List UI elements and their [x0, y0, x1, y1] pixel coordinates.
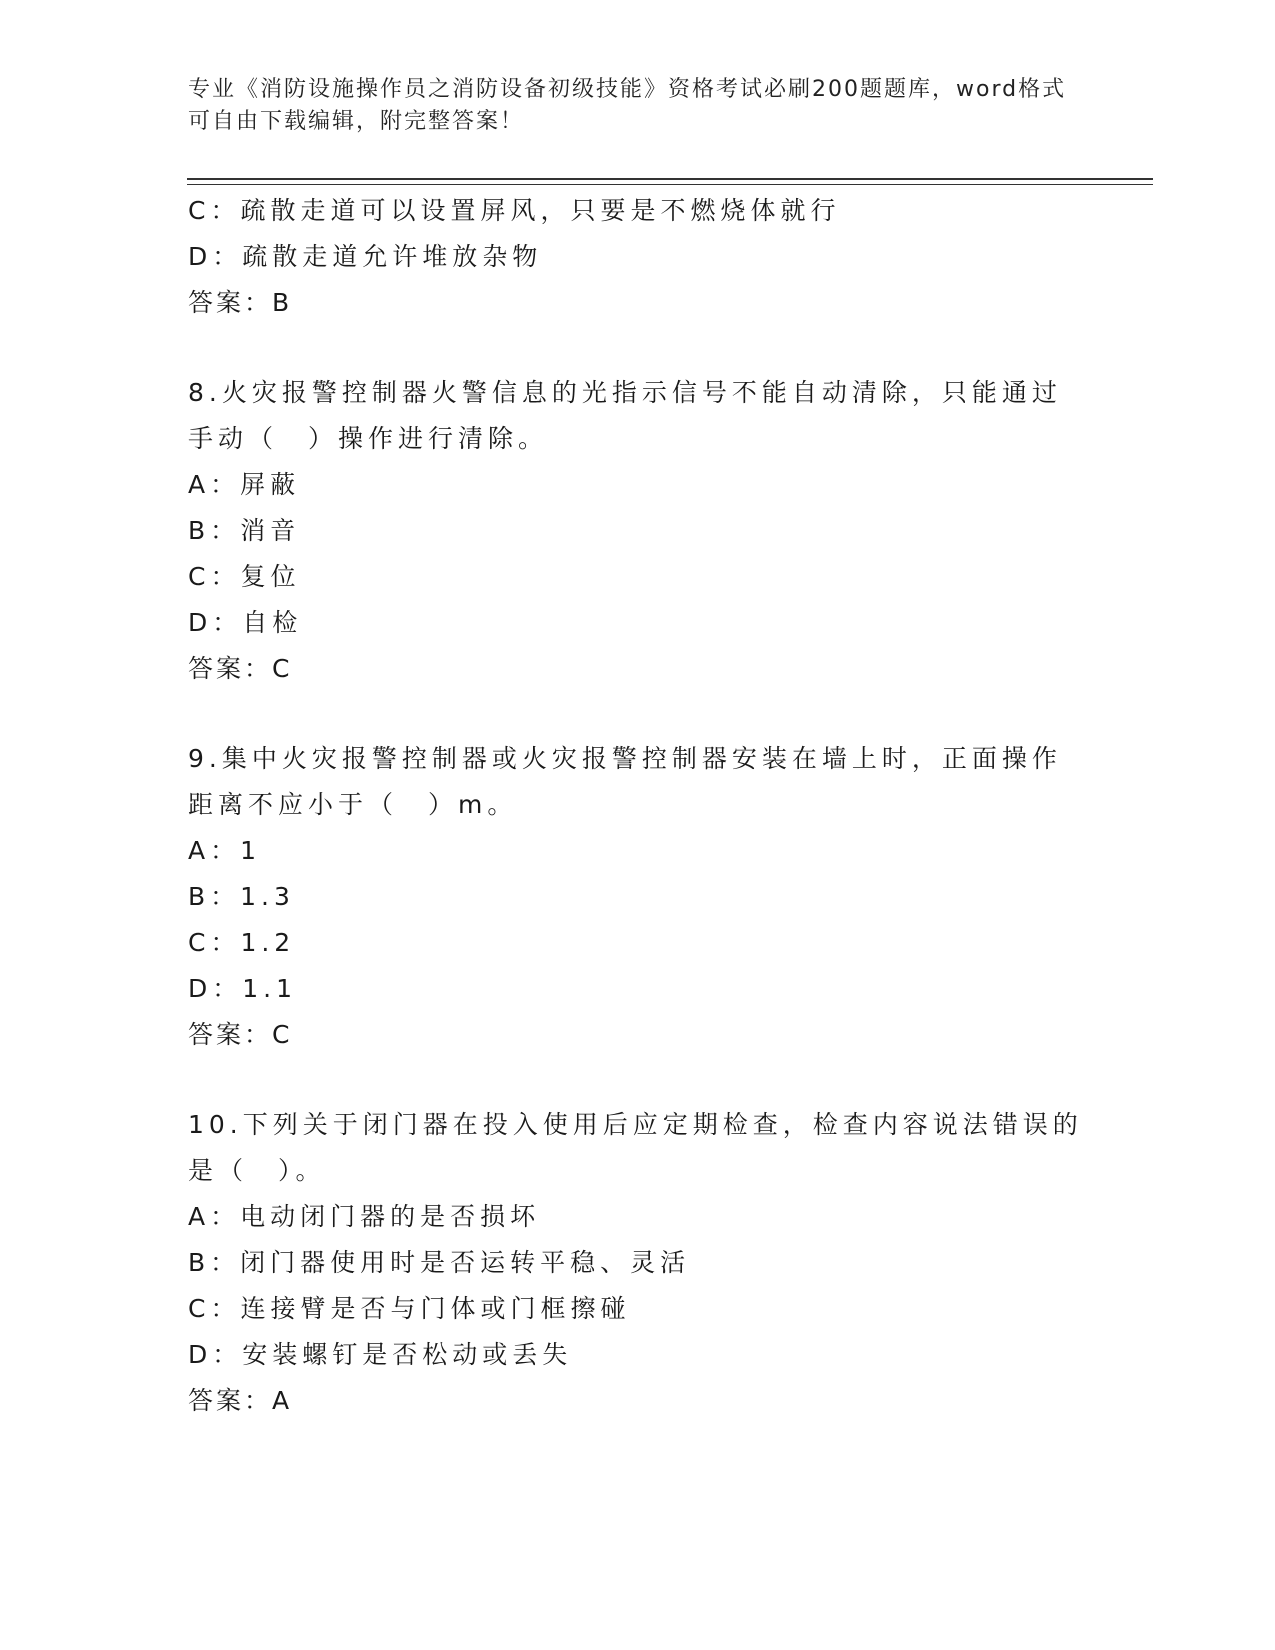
option-c: C：连接臂是否与门体或门框擦碰: [188, 1294, 631, 1323]
answer-value: B: [272, 288, 292, 317]
option-c: C：1.2: [188, 928, 296, 957]
question-title: 8.火灾报警控制器火警信息的光指示信号不能自动清除，只能通过手动（ ）操作进行清除。: [188, 378, 1062, 453]
page-header: 专业《消防设施操作员之消防设备初级技能》资格考试必刷200题题库，word格式可自由下载编辑，附完整答案！: [188, 77, 1067, 134]
answer-label: 答案：: [188, 288, 273, 317]
answer-line: [188, 1012, 1088, 1058]
document-body: [188, 188, 1088, 1424]
option-a: A：1: [188, 836, 262, 865]
option-b: B：闭门器使用时是否运转平稳、灵活: [188, 1248, 691, 1277]
question-8: [188, 370, 1088, 692]
answer-line: [188, 1378, 1088, 1424]
answer-line: [188, 280, 1088, 326]
option-d: D：1.1: [188, 974, 298, 1003]
option-c: C：复位: [188, 562, 301, 591]
question-7-continuation: [188, 188, 1088, 326]
answer-value: C: [272, 654, 292, 683]
question-title: 9.集中火灾报警控制器或火灾报警控制器安装在墙上时，正面操作距离不应小于（ ）m。: [188, 744, 1062, 819]
answer-value: C: [272, 1020, 292, 1049]
answer-label: 答案：: [188, 1386, 273, 1415]
answer-label: 答案：: [188, 654, 273, 683]
option-b: B：1.3: [188, 882, 295, 911]
option-d: D：安装螺钉是否松动或丢失: [188, 1340, 573, 1369]
header-divider: [187, 178, 1153, 185]
question-10: [188, 1102, 1088, 1424]
option-d: D：疏散走道允许堆放杂物: [188, 242, 543, 271]
option-a: A：屏蔽: [188, 470, 301, 499]
answer-label: 答案：: [188, 1020, 273, 1049]
option-d: D：自检: [188, 608, 303, 637]
option-a: A：电动闭门器的是否损坏: [188, 1202, 541, 1231]
option-c: C：疏散走道可以设置屏风，只要是不燃烧体就行: [188, 196, 841, 225]
question-title: 10.下列关于闭门器在投入使用后应定期检查，检查内容说法错误的是（ ）。: [188, 1110, 1083, 1185]
question-9: [188, 736, 1088, 1058]
answer-value: A: [272, 1386, 292, 1415]
option-b: B：消音: [188, 516, 301, 545]
answer-line: [188, 646, 1088, 692]
